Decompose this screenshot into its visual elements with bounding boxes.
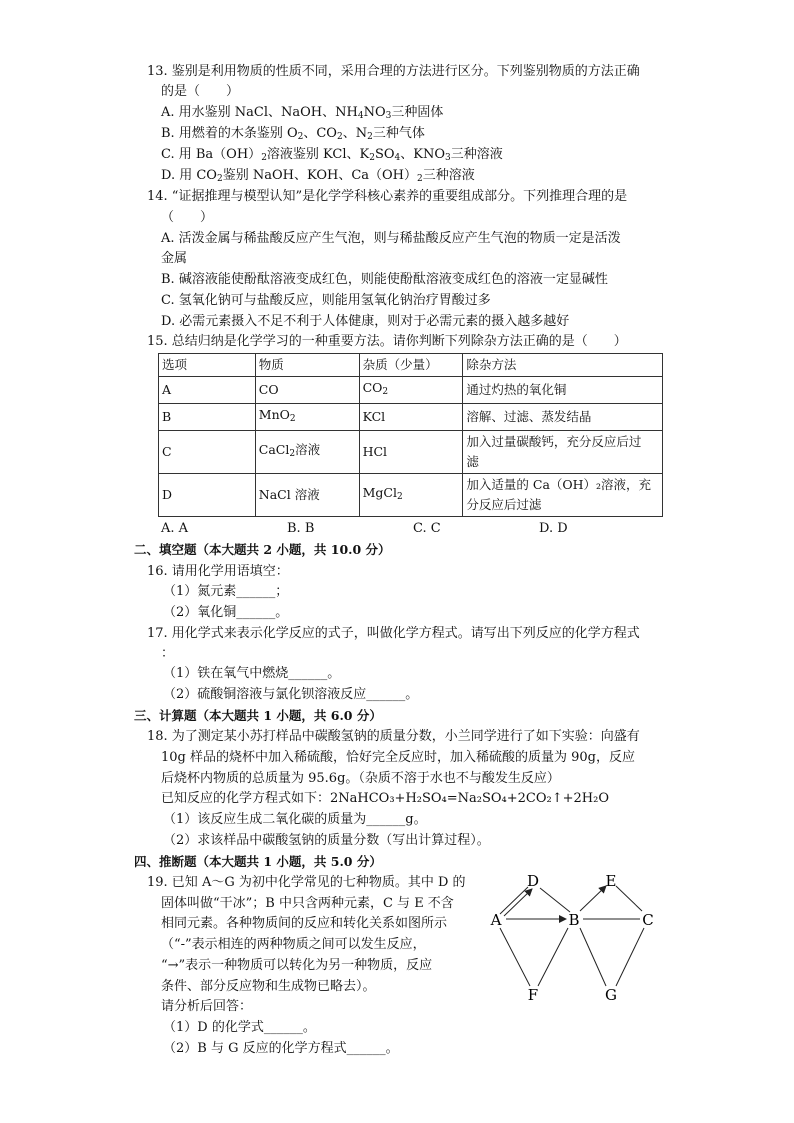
q15-choice-c: C. C	[413, 521, 441, 536]
table-cell: KCl	[359, 404, 463, 431]
q19-part2: （2）B 与 G 反应的化学方程式______。	[163, 1041, 399, 1056]
edge-a-d	[500, 887, 528, 914]
table-cell: $CO_2$	[359, 377, 463, 404]
q16-stem: 16. 请用化学用语填空：	[147, 564, 289, 579]
table-row	[159, 431, 663, 474]
q19-part1: （1）D 的化学式______。	[163, 1020, 316, 1035]
q15-stem: 15. 总结归纳是化学学习的一种重要方法。请你判断下列除杂方法正确的是（ ）	[147, 334, 627, 349]
q18-line2: 10g 样品的烧杯中加入稀硫酸，恰好完全反应时，加入稀硫酸的质量为 90g，反应	[161, 750, 635, 765]
section-heading-fill-blank: 二、填空题（本大题共 2 小题，共 10.0 分）	[134, 542, 391, 557]
q19-line1: 19. 已知 A～G 为初中化学常见的七种物质。其中 D 的	[147, 875, 466, 890]
table-row	[159, 377, 663, 404]
q19-line5: “→”表示一种物质可以转化为另一种物质，反应	[161, 958, 433, 973]
table-row	[159, 404, 663, 431]
q18-line3: 后烧杯内物质的总质量为 95.6g。（杂质不溶于水也不与酸发生反应）	[161, 771, 560, 786]
node-f: F	[527, 986, 539, 1004]
q15-choice-b: B. B	[287, 521, 315, 536]
edge-c-g	[616, 928, 644, 986]
q13-option-d: D. 用 $CO_2$鉴别 NaOH、KOH、$Ca(OH)_2$三种溶液	[161, 168, 475, 184]
q14-option-a-line1: A. 活泼金属与稀盐酸反应产生气泡，则与稀盐酸反应产生气泡的物质一定是活泼	[161, 231, 621, 246]
node-c: C	[642, 911, 654, 929]
table-cell: A	[159, 377, 256, 404]
edge-b-f	[538, 928, 568, 986]
table-cell: 通过灼热的氧化铜	[463, 377, 663, 404]
q15-choice-a: A. A	[161, 521, 189, 536]
arrow-b-e	[580, 886, 606, 911]
node-e: E	[605, 872, 617, 890]
table-cell: 溶解、过滤、蒸发结晶	[463, 404, 663, 431]
table-header-row	[159, 354, 663, 377]
q13-option-b: B. 用燃着的木条鉴别 $O_2$、$CO_2$、$N_2$三种气体	[161, 126, 425, 142]
table-cell: NaCl 溶液	[255, 474, 359, 517]
q13-stem-line2: 的是（ ）	[161, 84, 240, 99]
q17-part1: （1）铁在氧气中燃烧______。	[163, 666, 341, 681]
q18-equation: 已知反应的化学方程式如下：2NaHCO₃+H₂SO₄=Na₂SO₄+2CO₂↑+2H₂O	[161, 791, 610, 806]
q18-line1: 18. 为了测定某小苏打样品中碳酸氢钠的质量分数，小兰同学进行了如下实验：向盛有	[147, 729, 640, 744]
table-cell: CaCl$_2$溶液	[255, 431, 359, 474]
q14-option-d: D. 必需元素摄入不足不利于人体健康，则对于必需元素的摄入越多越好	[161, 314, 570, 329]
table-cell: C	[159, 431, 256, 474]
q17-stem-line1: 17. 用化学式来表示化学反应的式子，叫做化学方程式。请写出下列反应的化学方程式	[147, 626, 640, 641]
section-heading-calculation: 三、计算题（本大题共 1 小题，共 6.0 分）	[134, 708, 382, 723]
q14-option-a-line2: 金属	[161, 251, 188, 266]
table-cell: B	[159, 404, 256, 431]
q19-line6: 条件、部分反应物和生成物已略去）。	[161, 979, 376, 994]
table-cell: 加入过量碳酸钙，充分反应后过 滤	[463, 431, 663, 474]
q18-part2: （2）求该样品中碳酸氢钠的质量分数（写出计算过程）。	[163, 833, 490, 848]
relationship-diagram	[480, 866, 680, 1011]
section-heading-inference: 四、推断题（本大题共 1 小题，共 5.0 分）	[134, 854, 382, 869]
q19-line4: （“-”表示相连的两种物质之间可以发生反应，	[161, 937, 426, 952]
q14-option-b: B. 碱溶液能使酚酞溶液变成红色，则能使酚酞溶液变成红色的溶液一定显碱性	[161, 272, 608, 287]
q13-stem-line1: 13. 鉴别是利用物质的性质不同，采用合理的方法进行区分。下列鉴别物质的方法正确	[147, 64, 640, 79]
q15-table	[158, 353, 663, 517]
q13-option-a: A. 用水鉴别 NaCl、NaOH、$NH_4NO_3$三种固体	[161, 105, 444, 121]
q13-option-c: C. 用 $Ba(OH)_2$溶液鉴别 KCl、$K_2SO_4$、$KNO_3$三种溶液	[161, 147, 503, 163]
table-header: 选项	[159, 354, 256, 377]
q14-stem-line2: （ ）	[161, 210, 214, 225]
table-cell: MnO$_2$	[255, 404, 359, 431]
table-cell: CO	[255, 377, 359, 404]
node-b: B	[568, 911, 580, 929]
q14-option-c: C. 氢氧化钠可与盐酸反应，则能用氢氧化钠治疗胃酸过多	[161, 293, 491, 308]
q18-part1: （1）该反应生成二氧化碳的质量为______g。	[163, 812, 427, 827]
q16-part2: （2）氧化铜______。	[163, 605, 289, 620]
q19-line3: 相同元素。各种物质间的反应和转化关系如图所示	[161, 916, 448, 931]
arrow-a-d	[504, 889, 532, 916]
edge-d-b	[540, 888, 570, 912]
table-cell: MgCl$_2$	[359, 474, 463, 517]
table-row	[159, 474, 663, 517]
table-header: 杂质（少量）	[359, 354, 463, 377]
table-cell: 加入适量的 Ca（OH）₂溶液，充 分反应后过滤	[463, 474, 663, 517]
edge-a-f	[500, 928, 530, 986]
table-cell: D	[159, 474, 256, 517]
q16-part1: （1）氮元素______；	[163, 584, 289, 599]
table-header: 除杂方法	[463, 354, 663, 377]
table-cell: HCl	[359, 431, 463, 474]
q17-part2: （2）硫酸铜溶液与氯化钡溶液反应______。	[163, 687, 419, 702]
node-a: A	[490, 911, 502, 929]
q15-choice-d: D. D	[539, 521, 568, 536]
table-header: 物质	[255, 354, 359, 377]
q19-line2: 固体叫做“干冰”；B 中只含两种元素，C 与 E 不含	[161, 896, 454, 911]
q17-stem-line2: ：	[161, 646, 175, 661]
node-g: G	[605, 986, 617, 1004]
edge-b-g	[580, 928, 606, 986]
edge-e-c	[616, 886, 642, 911]
q19-line7: 请分析后回答：	[161, 999, 253, 1014]
q14-stem-line1: 14. “证据推理与模型认知”是化学学科核心素养的重要组成部分。下列推理合理的是	[147, 189, 628, 204]
node-d: D	[526, 872, 540, 890]
